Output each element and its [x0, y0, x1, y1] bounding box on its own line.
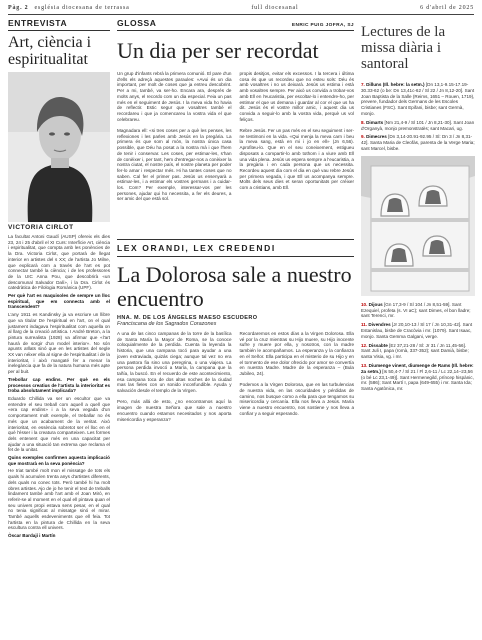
lex-text-col2: Recordaremos en estos días a la Virgen Dolorosa. Ella vé por la cruz mientras su Hijo muere, su Hijo inocente sufre y muere por ella, y nosotros, con la madre también le acompañamos. La esperanza y la confianza en el Señor. Ella participa en el misterio de su Hijo y en el tormento de ese dolor ofrecido por amor se convertía en nuestra Madre. Madre de la esperanza – (Bula Jubileo, 24). Podemos a la Virgen Dolorosa, que en las turbulencias de nuestra vida, en las oscuridades y pérdidas de camino, nos busque como a ella para que tengamos su misericordia y cercanía. Ella nos lleva a Jesús. María viene a nuestro encuentro, nos sostiene y nos lleva a confiar y a seguir esperando.	[239, 331, 354, 416]
interview-answer: Eduardo Chillida va ser un escultor que va entendre el seu treball com aquell a quell que «era cap endins» i a la seva vegada d'un comportament molt exemple, el treballar no és més que un acabament de la veritat. Això interioritat, en essència sobretot ser el lloc en el què l'ésser i la creatura comparteixen. Les formes dels entenent que més en una capacitat per ajudar a una situació tan extrema que reclama el fet de la unitat.	[8, 395, 110, 453]
interview-question: Trebollar cap endins. Per què en els processos creatius de l'artista la interioritat es troba absolutament implicada?	[8, 376, 110, 394]
lecture-day-extra: (Ill. hebre: la setm.)	[381, 82, 425, 87]
lectures-list	[361, 82, 475, 152]
lecture-day-name: Dimecres	[366, 134, 387, 140]
lecture-day-entry	[361, 343, 475, 360]
lecture-day-number: 7.	[361, 82, 367, 87]
glossa-title: Un dia per ser recordat	[117, 38, 319, 63]
glossa-body	[117, 71, 354, 233]
lecture-day-text: [Dn 13,1-9.15-17.19-30.33-62 (o be: Dn 13,41c-62 / Sl 22 / Jn 8,12-20]. Sant Joan Baptista de la Salle (Reims, 1651 – Rouen, 1719), prevere, fundador dels Germans de les Escoles Cristianes (FSC). Sant Epifani, bisbe; sant Germà, monjo.	[361, 82, 475, 116]
interview-answer: L'any 1911 es Kandinsky ja va escriure un llibre que va titular De l'espiritual en l'art, on el qual justament indagava l'espiritualitat com aquella on al llarg de la creació artística. I André Breton, a la pintura surrealista (1928) va afirmar que «l'art haurà de sorgir d'un model interior». No són apunts aïllats sinó que en les artistes del segle XX van néixer ella al signe de l'espiritualitat i de la interioritat, i això mangaté fer a menar la inelegància que fa de la natura humana més apte per al buit.	[8, 312, 110, 375]
glossa-section-label: GLOSSA	[117, 18, 157, 28]
lecture-day-entry	[361, 120, 475, 132]
portrait-photo	[8, 72, 110, 222]
lecture-day-text: [Dn 3,14-20.91-92.95 / Sl: Dn 3 / Jn 8,31-42]. Santa Maria de Cleofàs, parenta de la Verge Maria; sant Marcel, bisbe.	[361, 134, 475, 151]
glossa-text-col1: Un grup d'infants rebrà la primera comunió. El pare d'un d'ells els adreçà aquestes paraules: «Avui és un dia important, per molt de coses que ja entreu descobrint. Per a mi, també, va ser-ho. Encara ara, després de molts anys, el recordo com un dia especial. Feia un pas més en el seguiment de Jesús. I la meva vida ho havia de reflectir. Estic segur que vosaltres també el recordareu i que ja comencareu la vostra vida el que celebrareu. Magnadara ell: «si tres coses per a què les penses, les reflexiones i les parles amb Jesús en la pregària. La primera és que som al món, la nostra única casa possible, que Déu ha posat a la nostra mà i que l'hem de tenir i conservar. Les coses, per estimar-les, s'han de conèixer i, per tant, hem d'entregar-nos a conèixer la nostra ciutat, el nostre país, el nostre planeta per poder fer-lo amar i respectar més. Hi ha tantes coses que no saben. Cal fer el primer pas. Jesús us ensenyarà a estimar-les, i a estimar els vostres germans i a cuidar-los. Com? Per exemple, interessar-vos per les persones, ajudar qui ho necessita, a fer els deures, a ser amic del que està sol.	[117, 71, 232, 202]
header-rule	[8, 14, 474, 15]
lex-orandi-band: LEX ORANDI, LEX CREDENDI	[117, 239, 354, 257]
lecture-day-number: 10.	[361, 301, 369, 307]
portrait-image	[8, 72, 110, 222]
lecture-day-number: 13.	[361, 362, 369, 368]
interview-intro: La facultat Antoni Gaudí (AUSP) ofereix els dies 23, 24 i 25 d'abril el XI Curs: Interfície Art, ciència i espiritualitat, que compta amb les ponències de la Dra. Victoria Cirlot, que portarà de llegat interior en artistes del s XX; de l'artista Jo Milne, que explicarà com a través de l'art es pot connectar també la ciència; i de les professores de la UIC Anna Pou, que descobrirà «un descomunal Salvador Dalí», i la Dra. Cirlot és catedràtica de Filologia Romànica (UPF).	[8, 234, 110, 291]
middle-column	[117, 18, 354, 636]
lecture-day-name: Diumenge vinent, diumenge de Rams	[368, 362, 451, 368]
header-date: 6 d'abril de 2025	[420, 5, 475, 11]
lex-title: La Dolorosa sale a nuestro encuentro	[117, 262, 352, 311]
lecture-day-name: Dilluns	[366, 82, 382, 87]
lecture-day-text: [Ez 37,21-28 / Sl: Jr 31 / Jn 11,45-56]. Sant Juli I, papa (romà, 337-352); sant Damià, bisbe; santa Visia, vg. i mr.	[361, 342, 469, 360]
lecture-day-text: [Is 50,4-7 / Sl 21 / Fl 2,6-11 / Lc 22,14–23,56 (o bé Lc 23,1-49)]. Sant Hermenegild, príncep hispànic, mr. (586); Sant Martí I, papa (649-655) i mr. Santa Ida; Santa Agatònica, mr.	[361, 368, 474, 392]
lex-organization: Franciscana de los Sagrados Corazones	[117, 321, 217, 327]
lecture-day-name: Dissabte	[368, 342, 388, 348]
lecture-day-name: Divendres	[368, 322, 391, 328]
lecture-day-text: [Gn 17,3-9 / Sl 104 / Jn 8,51-59]. Sant Ezequiel, profeta (s. VI aC); sant Dimes, el bon lladre; sant Terenci, mr.	[361, 301, 471, 319]
header-publication: full diocesanal	[251, 5, 299, 11]
interview-title: Art, ciència i espiritualitat	[8, 34, 92, 68]
lecture-day-number: 11.	[361, 322, 369, 328]
lectures-list-continued	[361, 302, 475, 392]
lecture-day-number: 12.	[361, 342, 369, 348]
lectures-title: Lectures de la missa diària i santoral	[361, 24, 446, 72]
lecture-day-number: 8.	[361, 119, 367, 125]
lecture-day-entry	[361, 82, 475, 117]
lecture-day-text: [Jr 20,10-13 / Sl 17 / Jn 10,31-42]. Sant Estanislau, bisbe de Cracòvia i mr. (1079). Sant Isaac, monjo. Santa Gemma Galgani, verge.	[361, 322, 473, 339]
lex-author: HNA. M. DE LOS ÁNGELES MAESO ESCUDERO	[117, 315, 258, 321]
belfry-image	[361, 156, 475, 296]
glossa-header	[117, 18, 354, 31]
lex-text-col1: A una de las cinco campanas de la torre de la basílica de Santa María la Mayor de Roma, se la conoce coloquialmente de la perdida. Cuenta la leyenda la historia, que una campana tocó para ayudar a una joven extraviada, quizás ciega; aunque tal vez no era una pastora fia sino una peregrina, o una viajera. La persona perdida invocó a María, la campana que la tañía, la buscó. En el recuerdo de este acontecimiento, esa campana toca de dos altas noches de la ciudad mas las fieles con un sonido inconfundible. Ayuda y salvación desde el templo de la Virgen. Pero, más allá de esto, ¿no encontramos aquí la imagen de nuestra Señora que sale a nuestro encuentro cuando estamos necesitados y nos aporta misericordia y esperanza?	[117, 331, 232, 422]
lecture-day-entry	[361, 302, 475, 319]
lectures-column	[361, 18, 475, 636]
interview-answer: He triat també molt mon el missatge de tots els quals hi acumulen trenta anys d'artistes diferents, dels quals no conec tots. Però també hi ha molt obres artistes. Ajo de jo he tenir el text de treballs lindament també amb l'art amb el Joan Miró, en referir-se al moment en el qual ell pintava quan el seu univers propi estava sens pesar, en el qual no tenia significat al missatge sinó el mirar. També aquells esdeveniments que ell feia. Tot l'artista en la pintura de Chillida en la seva escultura contra ell univers.	[8, 468, 110, 531]
header-publisher: església diocesana de terrassa	[34, 5, 130, 11]
lecture-day-entry	[361, 363, 475, 392]
lecture-day-text: [Nm 21,4-9 / Sl 101 / Jn 8,21-30]. Sant Joan d'Organyà, monjo premonstratès; sant Macari, ug.	[361, 119, 475, 131]
lecture-day-name: Dijous	[368, 301, 383, 307]
lecture-day-entry	[361, 322, 475, 339]
interview-body	[8, 234, 110, 539]
glossa-text-col2: propis desitjos, evitar els excessos. I la tercera i última cosa és que us recordeu que no esteu sols: Déu és amb vosaltres i no us deixarà. Jesús us estima i està amb vosaltres sempre. Per això us convida a trobar-vos amb Ell en l'eucaristia, per escoltar-lo i entendre-ho, per estimar el que us demana i guardar al cor el que us ha dit. Jesús és el vostre millor amic, i aquest dia us convida a seguir-lo amb la vostra vida, perquè us vol feliços. Rebre Jesús. Fer un pas més en el seu seguiment i ser-ne testimoni en la vida. «Qui menja la meva carn i beu la meva sang, està en mi i jo en ell» (Jn 6,56). Aprofiteu-lo. Que en el seu coneixement, estigueu disposats a compartir-lo amb tothom i a viure amb Ell una vida plena. Jesús us espera sempre a l'eucaristia, a la pregària i en cada persona que us necessita. Recordeu aquest dia com el dia en què vau rebre Jesús per primera vegada, i que Ell us acompanya sempre. Molts dels seus dies et seran oportunitats per créixer com a cristians, amb Ell.	[239, 71, 354, 191]
interview-question: Per què l'art es maquisoles de sempre un lloc espiritual, que em connecta amb el transcendent?	[8, 293, 110, 310]
interview-signature: Òscar Bardají i Martín	[8, 533, 56, 539]
portrait-caption: VICTORIA CIRLOT	[8, 224, 74, 231]
glossa-author: ENRIC PUIG JOFRA, SJ	[291, 23, 354, 28]
interview-section-label: ENTREVISTA	[8, 18, 110, 31]
belfry-photo	[361, 156, 475, 296]
lecture-day-number: 9.	[361, 134, 367, 140]
page-number: Pàg. 2	[8, 5, 29, 11]
lecture-day-entry	[361, 134, 475, 151]
lecture-day-extra: (Ill. hebre: 2a setm.)	[361, 362, 474, 374]
lecture-day-name: Dimarts	[366, 119, 384, 125]
interview-column	[8, 18, 110, 636]
interview-question: Quins exemples confirmen aquesta implicació que mostrarà en la seva ponència?	[8, 455, 110, 466]
page-header	[8, 2, 474, 14]
lex-body	[117, 331, 354, 501]
